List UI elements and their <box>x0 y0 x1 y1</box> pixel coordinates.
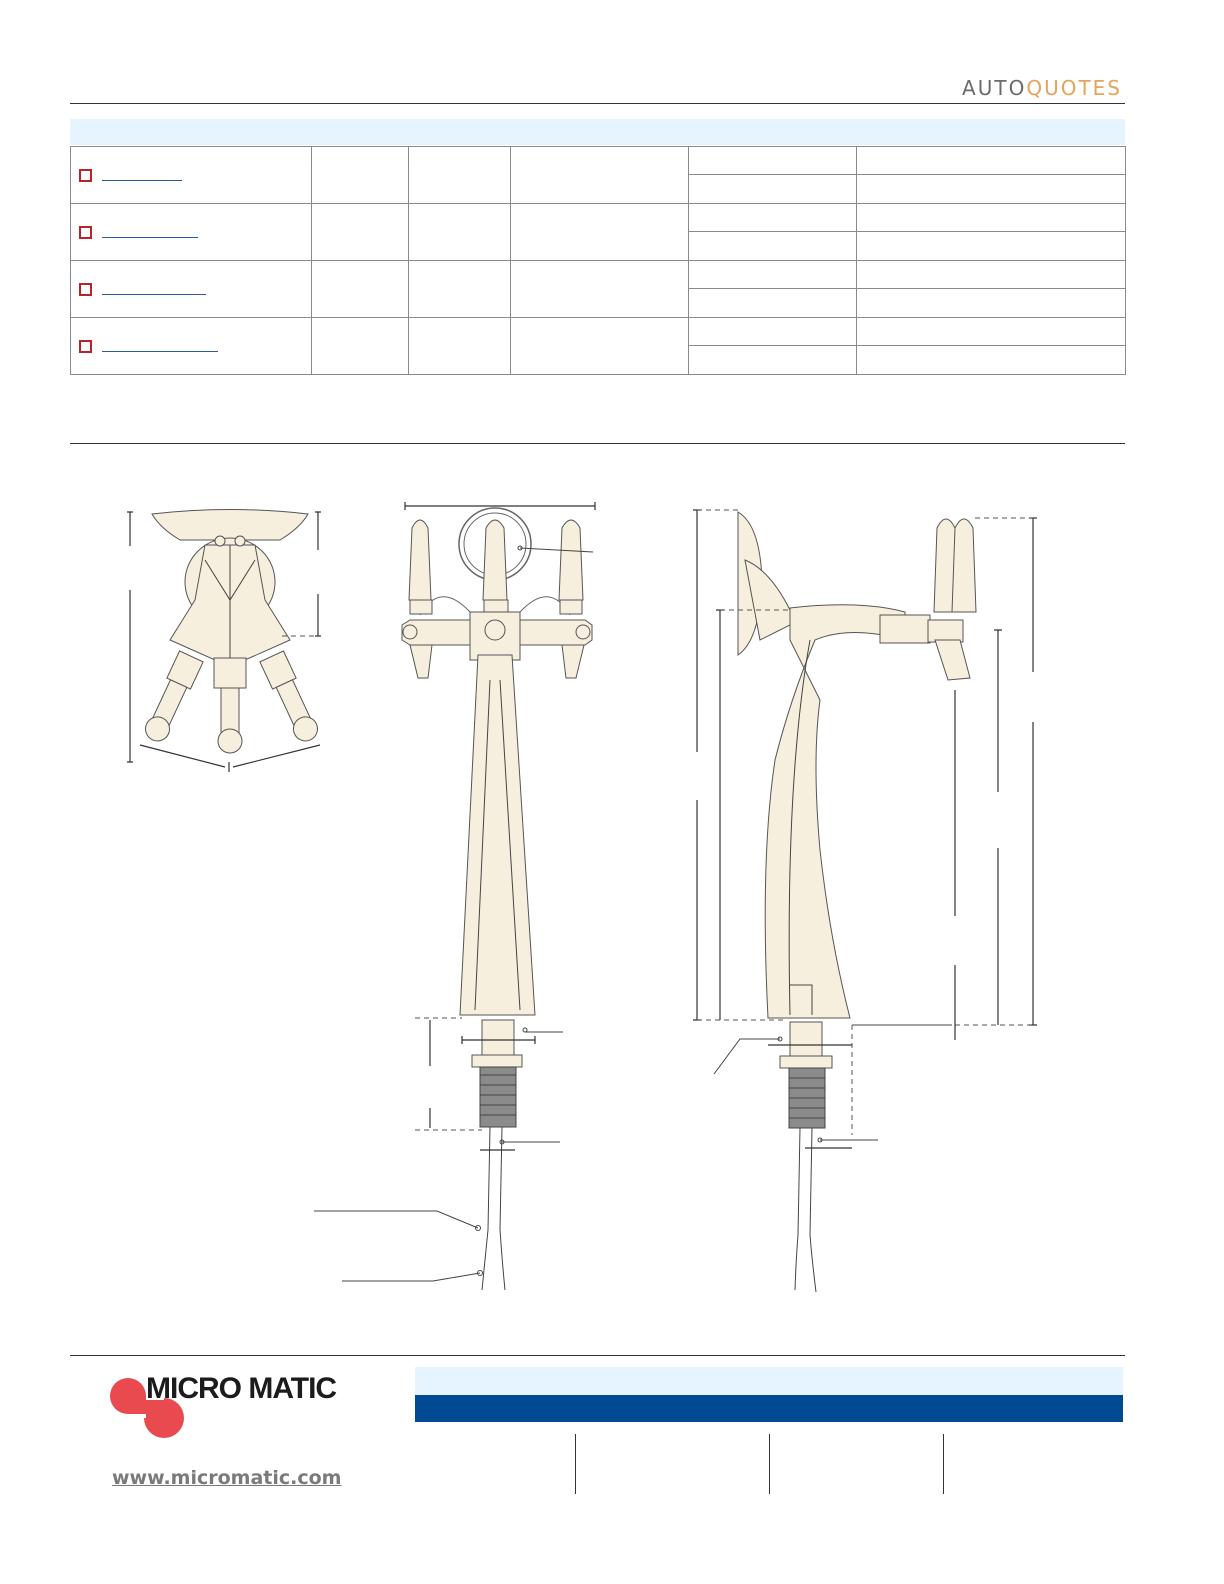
table-cell <box>312 147 409 204</box>
side-view <box>693 510 1037 1292</box>
top-view <box>127 510 322 773</box>
spec-header-band <box>70 119 1125 145</box>
table-cell <box>689 175 857 204</box>
table-cell <box>409 261 511 318</box>
table-cell <box>312 261 409 318</box>
row-checkbox[interactable] <box>79 226 92 239</box>
front-view <box>314 502 595 1290</box>
header-rule <box>70 103 1125 104</box>
row-checkbox[interactable] <box>79 169 92 182</box>
table-cell <box>511 261 689 318</box>
footer-band-light <box>415 1367 1123 1395</box>
table-cell <box>511 204 689 261</box>
table-cell <box>409 318 511 375</box>
table-cell <box>312 318 409 375</box>
footer-divider <box>575 1434 576 1494</box>
brand-auto: AUTO <box>962 76 1027 100</box>
table-cell <box>857 289 1126 318</box>
table-cell <box>857 175 1126 204</box>
table-cell <box>409 204 511 261</box>
tower-drawings <box>0 440 1224 1320</box>
row-checkbox[interactable] <box>79 340 92 353</box>
micro-matic-logo-text: MICRO MATIC <box>146 1372 337 1405</box>
table-cell <box>689 232 857 261</box>
spec-table <box>70 146 1126 375</box>
table-cell <box>857 147 1126 175</box>
autoquotes-brand <box>962 76 1122 100</box>
table-row <box>71 147 312 204</box>
footer-divider <box>769 1434 770 1494</box>
table-row <box>71 261 312 318</box>
table-cell <box>689 318 857 346</box>
row-checkbox[interactable] <box>79 283 92 296</box>
table-row <box>71 318 312 375</box>
footer-rule <box>70 1355 1125 1356</box>
table-cell <box>409 147 511 204</box>
table-cell <box>857 346 1126 375</box>
table-cell <box>689 261 857 289</box>
table-cell <box>689 289 857 318</box>
model-link[interactable] <box>102 237 198 238</box>
table-cell <box>857 318 1126 346</box>
model-link[interactable] <box>102 294 206 295</box>
table-cell <box>312 204 409 261</box>
footer-band-dark <box>415 1395 1123 1422</box>
table-cell <box>511 147 689 204</box>
table-cell <box>857 204 1126 232</box>
website-link[interactable]: www.micromatic.com <box>112 1467 342 1489</box>
table-cell <box>689 346 857 375</box>
table-cell <box>689 147 857 175</box>
model-link[interactable] <box>102 180 182 181</box>
table-cell <box>857 261 1126 289</box>
brand-quotes: QUOTES <box>1026 76 1122 100</box>
table-cell <box>689 204 857 232</box>
footer-divider <box>943 1434 944 1494</box>
model-link[interactable] <box>102 351 218 352</box>
table-row <box>71 204 312 261</box>
table-cell <box>857 232 1126 261</box>
table-cell <box>511 318 689 375</box>
